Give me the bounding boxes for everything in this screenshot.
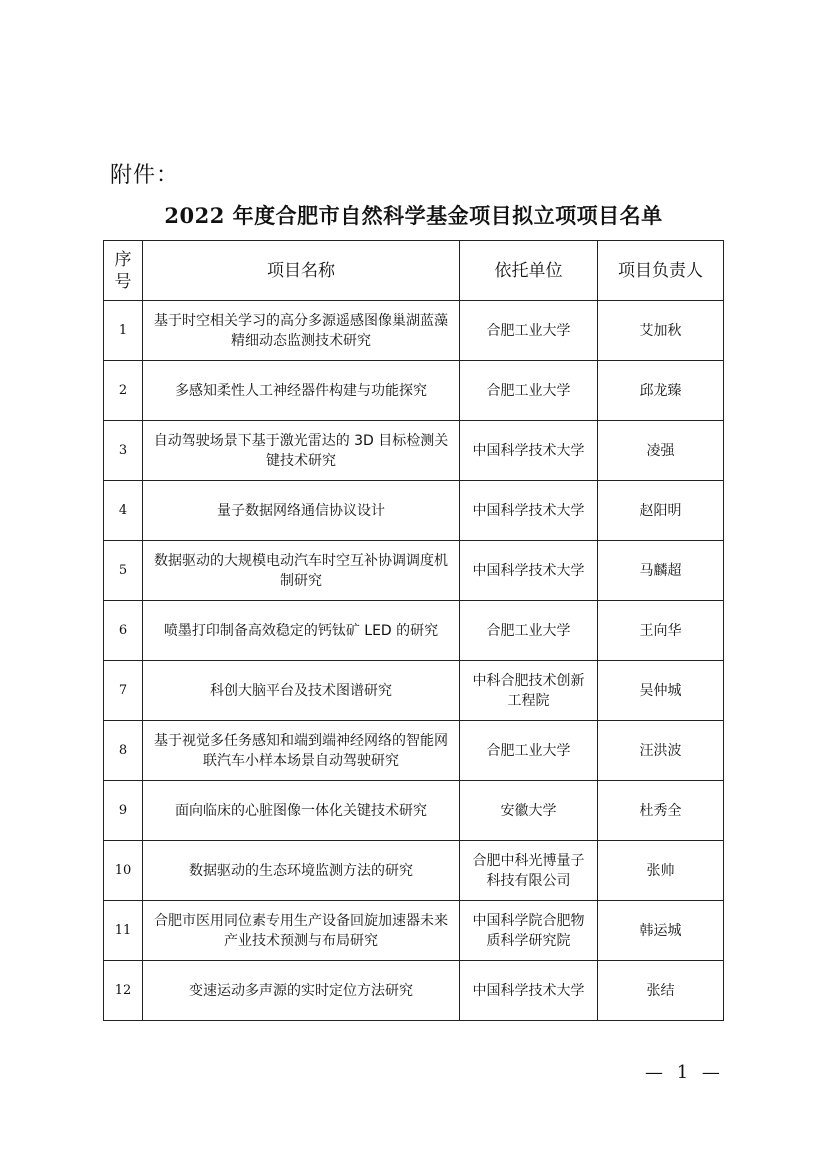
cell-project-name: 面向临床的心脏图像一体化关键技术研究: [143, 781, 460, 841]
cell-leader: 马麟超: [598, 541, 724, 601]
header-project-name: 项目名称: [143, 241, 460, 301]
cell-institution: 安徽大学: [460, 781, 598, 841]
cell-leader: 邱龙臻: [598, 361, 724, 421]
cell-leader: 艾加秋: [598, 301, 724, 361]
cell-number: 5: [104, 541, 143, 601]
cell-leader: 王向华: [598, 601, 724, 661]
cell-institution: 中国科学技术大学: [460, 541, 598, 601]
cell-project-name: 喷墨打印制备高效稳定的钙钛矿 LED 的研究: [143, 601, 460, 661]
attachment-label: 附件：: [110, 163, 180, 188]
cell-number: 7: [104, 661, 143, 721]
table-row: [104, 841, 724, 901]
table-body: [104, 301, 724, 1021]
table-row: [104, 721, 724, 781]
cell-project-name: 基于时空相关学习的高分多源遥感图像巢湖蓝藻精细动态监测技术研究: [143, 301, 460, 361]
cell-leader: 赵阳明: [598, 481, 724, 541]
header-number: 序号: [104, 241, 143, 301]
cell-institution: 中国科学院合肥物质科学研究院: [460, 901, 598, 961]
cell-project-name: 变速运动多声源的实时定位方法研究: [143, 961, 460, 1021]
cell-number: 3: [104, 421, 143, 481]
cell-leader: 凌强: [598, 421, 724, 481]
table-row: [104, 601, 724, 661]
cell-number: 10: [104, 841, 143, 901]
cell-institution: 中科合肥技术创新工程院: [460, 661, 598, 721]
cell-project-name: 数据驱动的生态环境监测方法的研究: [143, 841, 460, 901]
header-leader: 项目负责人: [598, 241, 724, 301]
table-row: [104, 901, 724, 961]
cell-number: 2: [104, 361, 143, 421]
cell-project-name: 多感知柔性人工神经器件构建与功能探究: [143, 361, 460, 421]
table-header-row: [104, 241, 724, 301]
table-row: [104, 961, 724, 1021]
cell-leader: 张结: [598, 961, 724, 1021]
cell-institution: 合肥中科光博量子科技有限公司: [460, 841, 598, 901]
cell-leader: 吴仲城: [598, 661, 724, 721]
cell-number: 6: [104, 601, 143, 661]
cell-institution: 中国科学技术大学: [460, 961, 598, 1021]
cell-leader: 汪洪波: [598, 721, 724, 781]
cell-institution: 合肥工业大学: [460, 721, 598, 781]
cell-number: 8: [104, 721, 143, 781]
document-title: 2022 年度合肥市自然科学基金项目拟立项项目名单: [164, 203, 663, 228]
cell-project-name: 数据驱动的大规模电动汽车时空互补协调调度机制研究: [143, 541, 460, 601]
table-row: [104, 301, 724, 361]
cell-number: 9: [104, 781, 143, 841]
table-row: [104, 781, 724, 841]
cell-institution: 合肥工业大学: [460, 601, 598, 661]
cell-number: 1: [104, 301, 143, 361]
table-row: [104, 481, 724, 541]
cell-leader: 杜秀全: [598, 781, 724, 841]
cell-project-name: 基于视觉多任务感知和端到端神经网络的智能网联汽车小样本场景自动驾驶研究: [143, 721, 460, 781]
header-institution: 依托单位: [460, 241, 598, 301]
table-row: [104, 421, 724, 481]
table-row: [104, 541, 724, 601]
project-table: [103, 240, 724, 1021]
table-row: [104, 661, 724, 721]
cell-project-name: 科创大脑平台及技术图谱研究: [143, 661, 460, 721]
cell-institution: 中国科学技术大学: [460, 481, 598, 541]
cell-number: 11: [104, 901, 143, 961]
cell-leader: 韩运城: [598, 901, 724, 961]
cell-institution: 合肥工业大学: [460, 301, 598, 361]
cell-project-name: 合肥市医用同位素专用生产设备回旋加速器未来产业技术预测与布局研究: [143, 901, 460, 961]
cell-project-name: 量子数据网络通信协议设计: [143, 481, 460, 541]
cell-number: 4: [104, 481, 143, 541]
cell-number: 12: [104, 961, 143, 1021]
cell-institution: 中国科学技术大学: [460, 421, 598, 481]
cell-institution: 合肥工业大学: [460, 361, 598, 421]
page-number: — 1 —: [645, 1062, 724, 1083]
cell-leader: 张帅: [598, 841, 724, 901]
cell-project-name: 自动驾驶场景下基于激光雷达的 3D 目标检测关键技术研究: [143, 421, 460, 481]
table-row: [104, 361, 724, 421]
